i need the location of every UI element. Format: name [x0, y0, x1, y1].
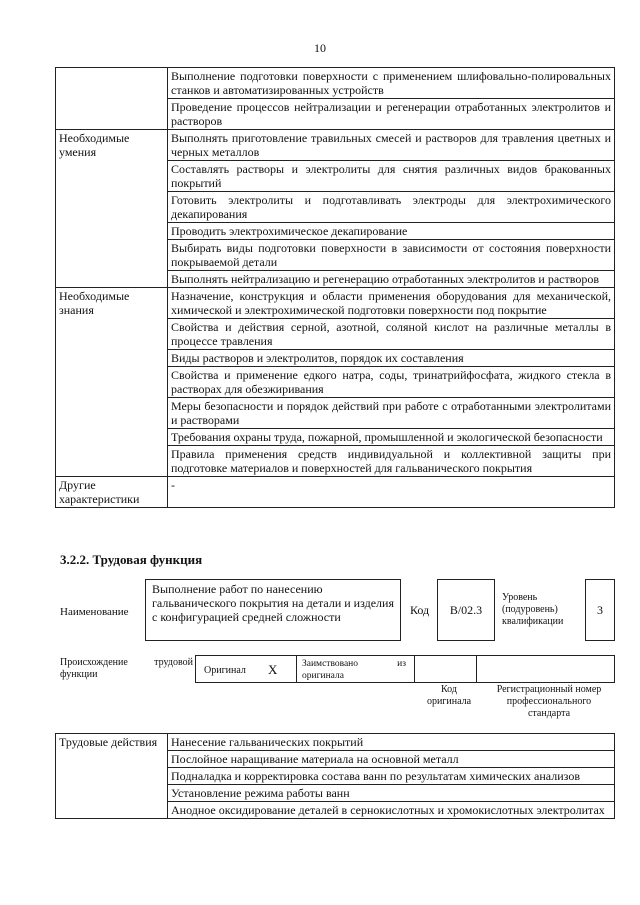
original-cell — [196, 656, 297, 682]
function-name: Выполнение работ по нанесению гальванического покрытия на детали и изделия с конфигурацией средней сложности — [152, 582, 394, 624]
table-cell: Выполнение подготовки поверхности с применением шлифовально-полировальных станков и автоматизированных устройств — [168, 68, 615, 99]
table-cell: Послойное наращивание материала на основной металл — [168, 751, 615, 768]
registration-caption: Регистрационный номер профессионального стандарта — [496, 684, 602, 719]
borrowed-cell — [296, 656, 415, 682]
row-label: Трудовые действия — [56, 734, 168, 819]
table-cell: Свойства и применение едкого натра, соды, тринатрийфосфата, жидкого стекла в растворах для обезжиривания — [168, 367, 615, 398]
table-row — [56, 734, 615, 751]
table-cell: Анодное оксидирование деталей в сернокислотных и хромокислотных электролитах — [168, 802, 615, 819]
table-cell: Выбирать виды подготовки поверхности в зависимости от состояния поверхности покрываемой детали — [168, 240, 615, 271]
table-row — [56, 130, 615, 161]
name-label: Наименование — [60, 606, 129, 618]
borrowed-mark-cell — [414, 656, 477, 682]
original-label: Оригинал — [204, 665, 246, 676]
table-cell: Установление режима работы ванн — [168, 785, 615, 802]
borrowed-label: Заимствовано из оригинала — [302, 659, 406, 681]
origin-row — [195, 655, 615, 683]
code-value: B/02.3 — [449, 603, 483, 617]
table-cell: Назначение, конструкция и области применения оборудования для механической, химической и электрохимической подготовки поверхности под покрытие — [168, 288, 615, 319]
function-name-box — [145, 579, 401, 641]
level-label: Уровень (подуровень) квалификации — [502, 592, 564, 627]
table-row — [56, 477, 615, 508]
code-label: Код — [410, 603, 430, 617]
code-original-caption: Код оригинала — [426, 684, 472, 707]
table-cell: Правила применения средств индивидуальной и коллективной защиты при подготовке материалов и поверхностей для гальванического покрытия — [168, 446, 615, 477]
table-cell: Проведение процессов нейтрализации и регенерации отработанных электролитов и растворов — [168, 99, 615, 130]
table-cell: Проводить электрохимическое декапирование — [168, 223, 615, 240]
skills-knowledge-table — [55, 67, 615, 508]
row-label: Необходимые знания — [56, 288, 168, 477]
origin-label: Происхождение трудовой функции — [60, 657, 193, 680]
code-box — [437, 579, 495, 641]
table-cell: Нанесение гальванических покрытий — [168, 734, 615, 751]
row-label — [56, 68, 168, 130]
table-cell: - — [168, 477, 615, 508]
row-label: Другие характеристики — [56, 477, 168, 508]
labor-actions-table — [55, 733, 615, 819]
table-cell: Подналадка и корректировка состава ванн по результатам химических анализов — [168, 768, 615, 785]
table-cell: Свойства и действия серной, азотной, соляной кислот на различные металлы в процессе травления — [168, 319, 615, 350]
table-cell: Требования охраны труда, пожарной, промышленной и экологической безопасности — [168, 429, 615, 446]
page-number: 10 — [314, 41, 326, 55]
table-cell: Выполнять приготовление травильных смесей и растворов для травления цветных и черных металлов — [168, 130, 615, 161]
table-cell: Меры безопасности и порядок действий при работе с отработанными электролитами и растворами — [168, 398, 615, 429]
table-cell: Составлять растворы и электролиты для снятия различных видов бракованных покрытий — [168, 161, 615, 192]
table-cell: Виды растворов и электролитов, порядок их составления — [168, 350, 615, 367]
table-cell: Выполнять нейтрализацию и регенерацию отработанных электролитов и растворов — [168, 271, 615, 288]
original-mark: X — [268, 662, 278, 677]
level-box — [585, 579, 615, 641]
section-heading: 3.2.2. Трудовая функция — [60, 552, 203, 567]
table-row — [56, 68, 615, 99]
table-cell: Готовить электролиты и подготавливать электроды для электрохимического декапирования — [168, 192, 615, 223]
level-value: 3 — [597, 603, 603, 617]
row-label: Необходимые умения — [56, 130, 168, 288]
table-row — [56, 288, 615, 319]
